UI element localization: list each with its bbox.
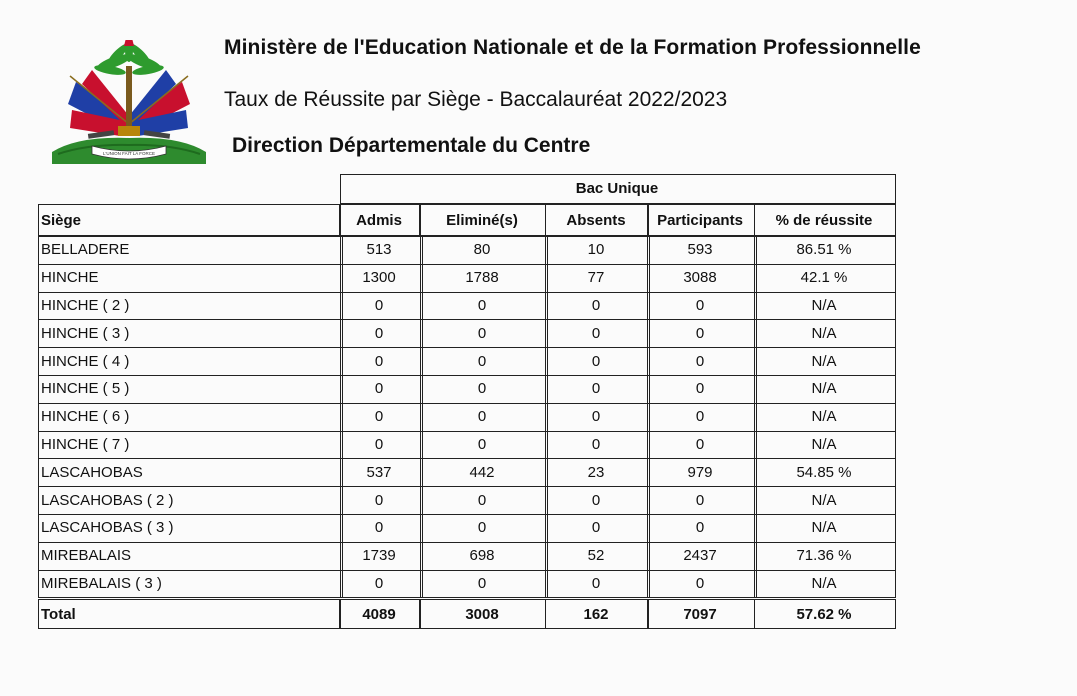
row-value: 0 bbox=[477, 352, 487, 370]
row-value: 86.51 % bbox=[796, 241, 852, 259]
row-value: 42.1 % bbox=[800, 269, 848, 287]
row-value: 0 bbox=[591, 324, 601, 342]
emblem-motto: L'UNION FAIT LA FORCE bbox=[102, 151, 156, 156]
row-value: N/A bbox=[811, 296, 837, 314]
row-value: 10 bbox=[587, 241, 605, 259]
row-value: 513 bbox=[366, 241, 392, 259]
row-value: N/A bbox=[811, 435, 837, 453]
row-value: 0 bbox=[374, 296, 384, 314]
row-value: 0 bbox=[374, 324, 384, 342]
row-value: 593 bbox=[687, 241, 713, 259]
row-value: 0 bbox=[477, 574, 487, 592]
report-subtitle: Taux de Réussite par Siège - Baccalauréat 2022/2023 bbox=[224, 88, 728, 111]
row-value: 0 bbox=[591, 435, 601, 453]
row-value: 2437 bbox=[683, 547, 717, 565]
row-value: 52 bbox=[587, 547, 605, 565]
row-value: N/A bbox=[811, 324, 837, 342]
total-value: 4089 bbox=[362, 605, 396, 623]
ministry-title: Ministère de l'Education Nationale et de la Formation Professionnelle bbox=[224, 36, 921, 59]
row-value: 0 bbox=[695, 519, 705, 537]
row-value: 0 bbox=[477, 380, 487, 398]
row-site-name: HINCHE bbox=[41, 269, 99, 287]
row-value: 1739 bbox=[362, 547, 396, 565]
row-value: 0 bbox=[591, 380, 601, 398]
row-value: 1788 bbox=[465, 269, 499, 287]
row-value: N/A bbox=[811, 519, 837, 537]
row-value: N/A bbox=[811, 352, 837, 370]
row-value: 71.36 % bbox=[796, 547, 852, 565]
row-value: 537 bbox=[366, 463, 392, 481]
row-value: N/A bbox=[811, 574, 837, 592]
row-value: 0 bbox=[477, 324, 487, 342]
row-site-name: HINCHE ( 5 ) bbox=[41, 380, 130, 398]
total-value: 3008 bbox=[465, 605, 499, 623]
row-value: 0 bbox=[695, 408, 705, 426]
row-value: 0 bbox=[591, 352, 601, 370]
row-value: 979 bbox=[687, 463, 713, 481]
row-value: 0 bbox=[695, 435, 705, 453]
row-value: 77 bbox=[587, 269, 605, 287]
row-value: 0 bbox=[695, 296, 705, 314]
row-value: 0 bbox=[477, 408, 487, 426]
row-value: 0 bbox=[374, 491, 384, 509]
row-site-name: BELLADERE bbox=[41, 241, 130, 259]
row-value: 1300 bbox=[362, 269, 396, 287]
row-value: 0 bbox=[695, 352, 705, 370]
row-value: 0 bbox=[695, 324, 705, 342]
total-value: 162 bbox=[583, 605, 609, 623]
row-value: 0 bbox=[477, 519, 487, 537]
row-site-name: LASCAHOBAS ( 3 ) bbox=[41, 519, 174, 537]
direction-heading: Direction Départementale du Centre bbox=[232, 134, 591, 157]
row-value: 0 bbox=[374, 380, 384, 398]
coat-of-arms-icon bbox=[48, 40, 210, 168]
row-value: N/A bbox=[811, 380, 837, 398]
column-header-5: % de réussite bbox=[775, 211, 873, 229]
row-site-name: HINCHE ( 3 ) bbox=[41, 324, 130, 342]
row-value: 0 bbox=[477, 491, 487, 509]
row-value: 0 bbox=[374, 352, 384, 370]
column-header-3: Absents bbox=[566, 211, 626, 229]
row-value: 23 bbox=[587, 463, 605, 481]
row-site-name: HINCHE ( 7 ) bbox=[41, 435, 130, 453]
row-value: 0 bbox=[374, 408, 384, 426]
row-value: 0 bbox=[695, 491, 705, 509]
row-value: 0 bbox=[374, 435, 384, 453]
row-site-name: LASCAHOBAS ( 2 ) bbox=[41, 491, 174, 509]
row-value: 0 bbox=[591, 296, 601, 314]
row-site-name: HINCHE ( 6 ) bbox=[41, 408, 130, 426]
total-value: 57.62 % bbox=[796, 605, 852, 623]
row-value: 54.85 % bbox=[796, 463, 852, 481]
row-value: 0 bbox=[591, 408, 601, 426]
row-value: 442 bbox=[469, 463, 495, 481]
total-label: Total bbox=[41, 605, 76, 623]
row-value: 0 bbox=[374, 519, 384, 537]
column-header-2: Eliminé(s) bbox=[446, 211, 518, 229]
row-site-name: MIREBALAIS bbox=[41, 547, 132, 565]
row-value: N/A bbox=[811, 491, 837, 509]
row-value: 0 bbox=[591, 574, 601, 592]
row-site-name: LASCAHOBAS bbox=[41, 463, 143, 481]
row-site-name: MIREBALAIS ( 3 ) bbox=[41, 574, 162, 592]
row-value: 0 bbox=[695, 574, 705, 592]
row-value: 3088 bbox=[683, 269, 717, 287]
column-header-0: Siège bbox=[41, 211, 82, 229]
row-value: 0 bbox=[695, 380, 705, 398]
row-value: N/A bbox=[811, 408, 837, 426]
column-header-4: Participants bbox=[657, 211, 743, 229]
row-value: 0 bbox=[477, 296, 487, 314]
group-header-label: Bac Unique bbox=[575, 179, 659, 197]
row-value: 0 bbox=[591, 491, 601, 509]
row-value: 0 bbox=[477, 435, 487, 453]
row-value: 80 bbox=[473, 241, 491, 259]
row-value: 0 bbox=[374, 574, 384, 592]
row-site-name: HINCHE ( 2 ) bbox=[41, 296, 130, 314]
row-site-name: HINCHE ( 4 ) bbox=[41, 352, 130, 370]
row-value: 698 bbox=[469, 547, 495, 565]
row-value: 0 bbox=[591, 519, 601, 537]
column-header-1: Admis bbox=[356, 211, 402, 229]
total-value: 7097 bbox=[683, 605, 717, 623]
